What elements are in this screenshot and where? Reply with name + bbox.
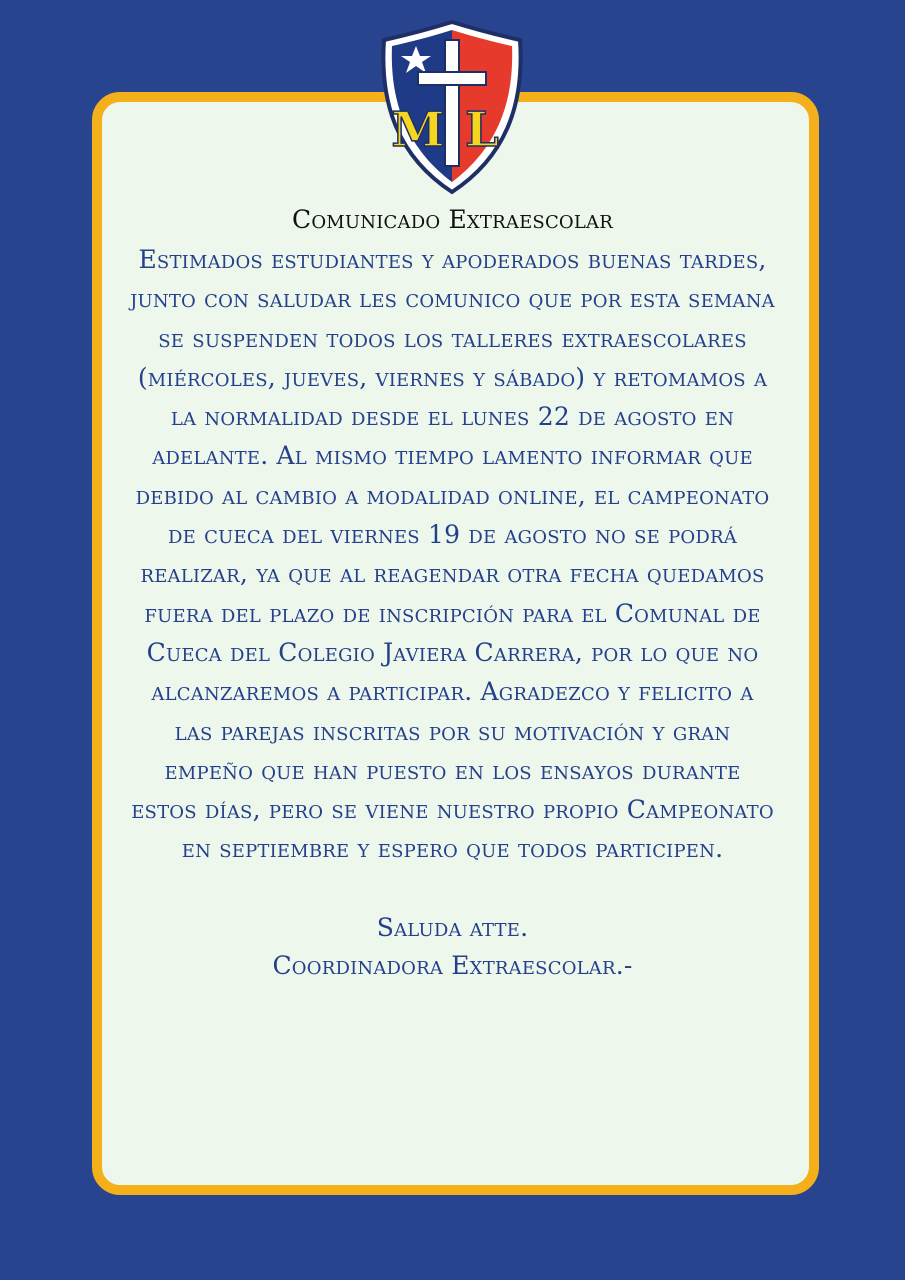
crest-letter-left: M [391, 102, 445, 158]
school-crest-icon [378, 18, 526, 196]
cross-vertical [445, 40, 459, 166]
crest-letter-right: L [465, 102, 499, 158]
cross-horizontal [418, 72, 486, 85]
closing-signature: Coordinadora Extraescolar.- [272, 950, 633, 980]
closing-greeting: Saluda atte. [376, 912, 529, 942]
notice-title: Comunicado Extraescolar [292, 205, 613, 234]
notice-text [130, 204, 775, 985]
notice-body: Estimados estudiantes y apoderados buenas tardes, junto con saludar les comunico que por esta semana se suspenden todos los talleres extraescolares (miércoles, jueves, viernes y sábado) y retomamos a la normalidad desde el lunes 22 de agosto en adelante. Al mismo tiempo lamento informar que debido al cambio a modalidad online, el campeonato de cueca del viernes 19 de agosto no se podrá realizar, ya que al reagendar otra fecha quedamos fuera del plazo de inscripción para el Comunal de Cueca del Colegio Javiera Carrera, por lo que no alcanzaremos a participar. Agradezco y felicito a las parejas inscritas por su motivación y gran empeño que han puesto en los ensayos durante estos días, pero se viene nuestro propio Campeonato en septiembre y espero que todos participen. [130, 245, 775, 864]
notice-closing [130, 909, 775, 985]
